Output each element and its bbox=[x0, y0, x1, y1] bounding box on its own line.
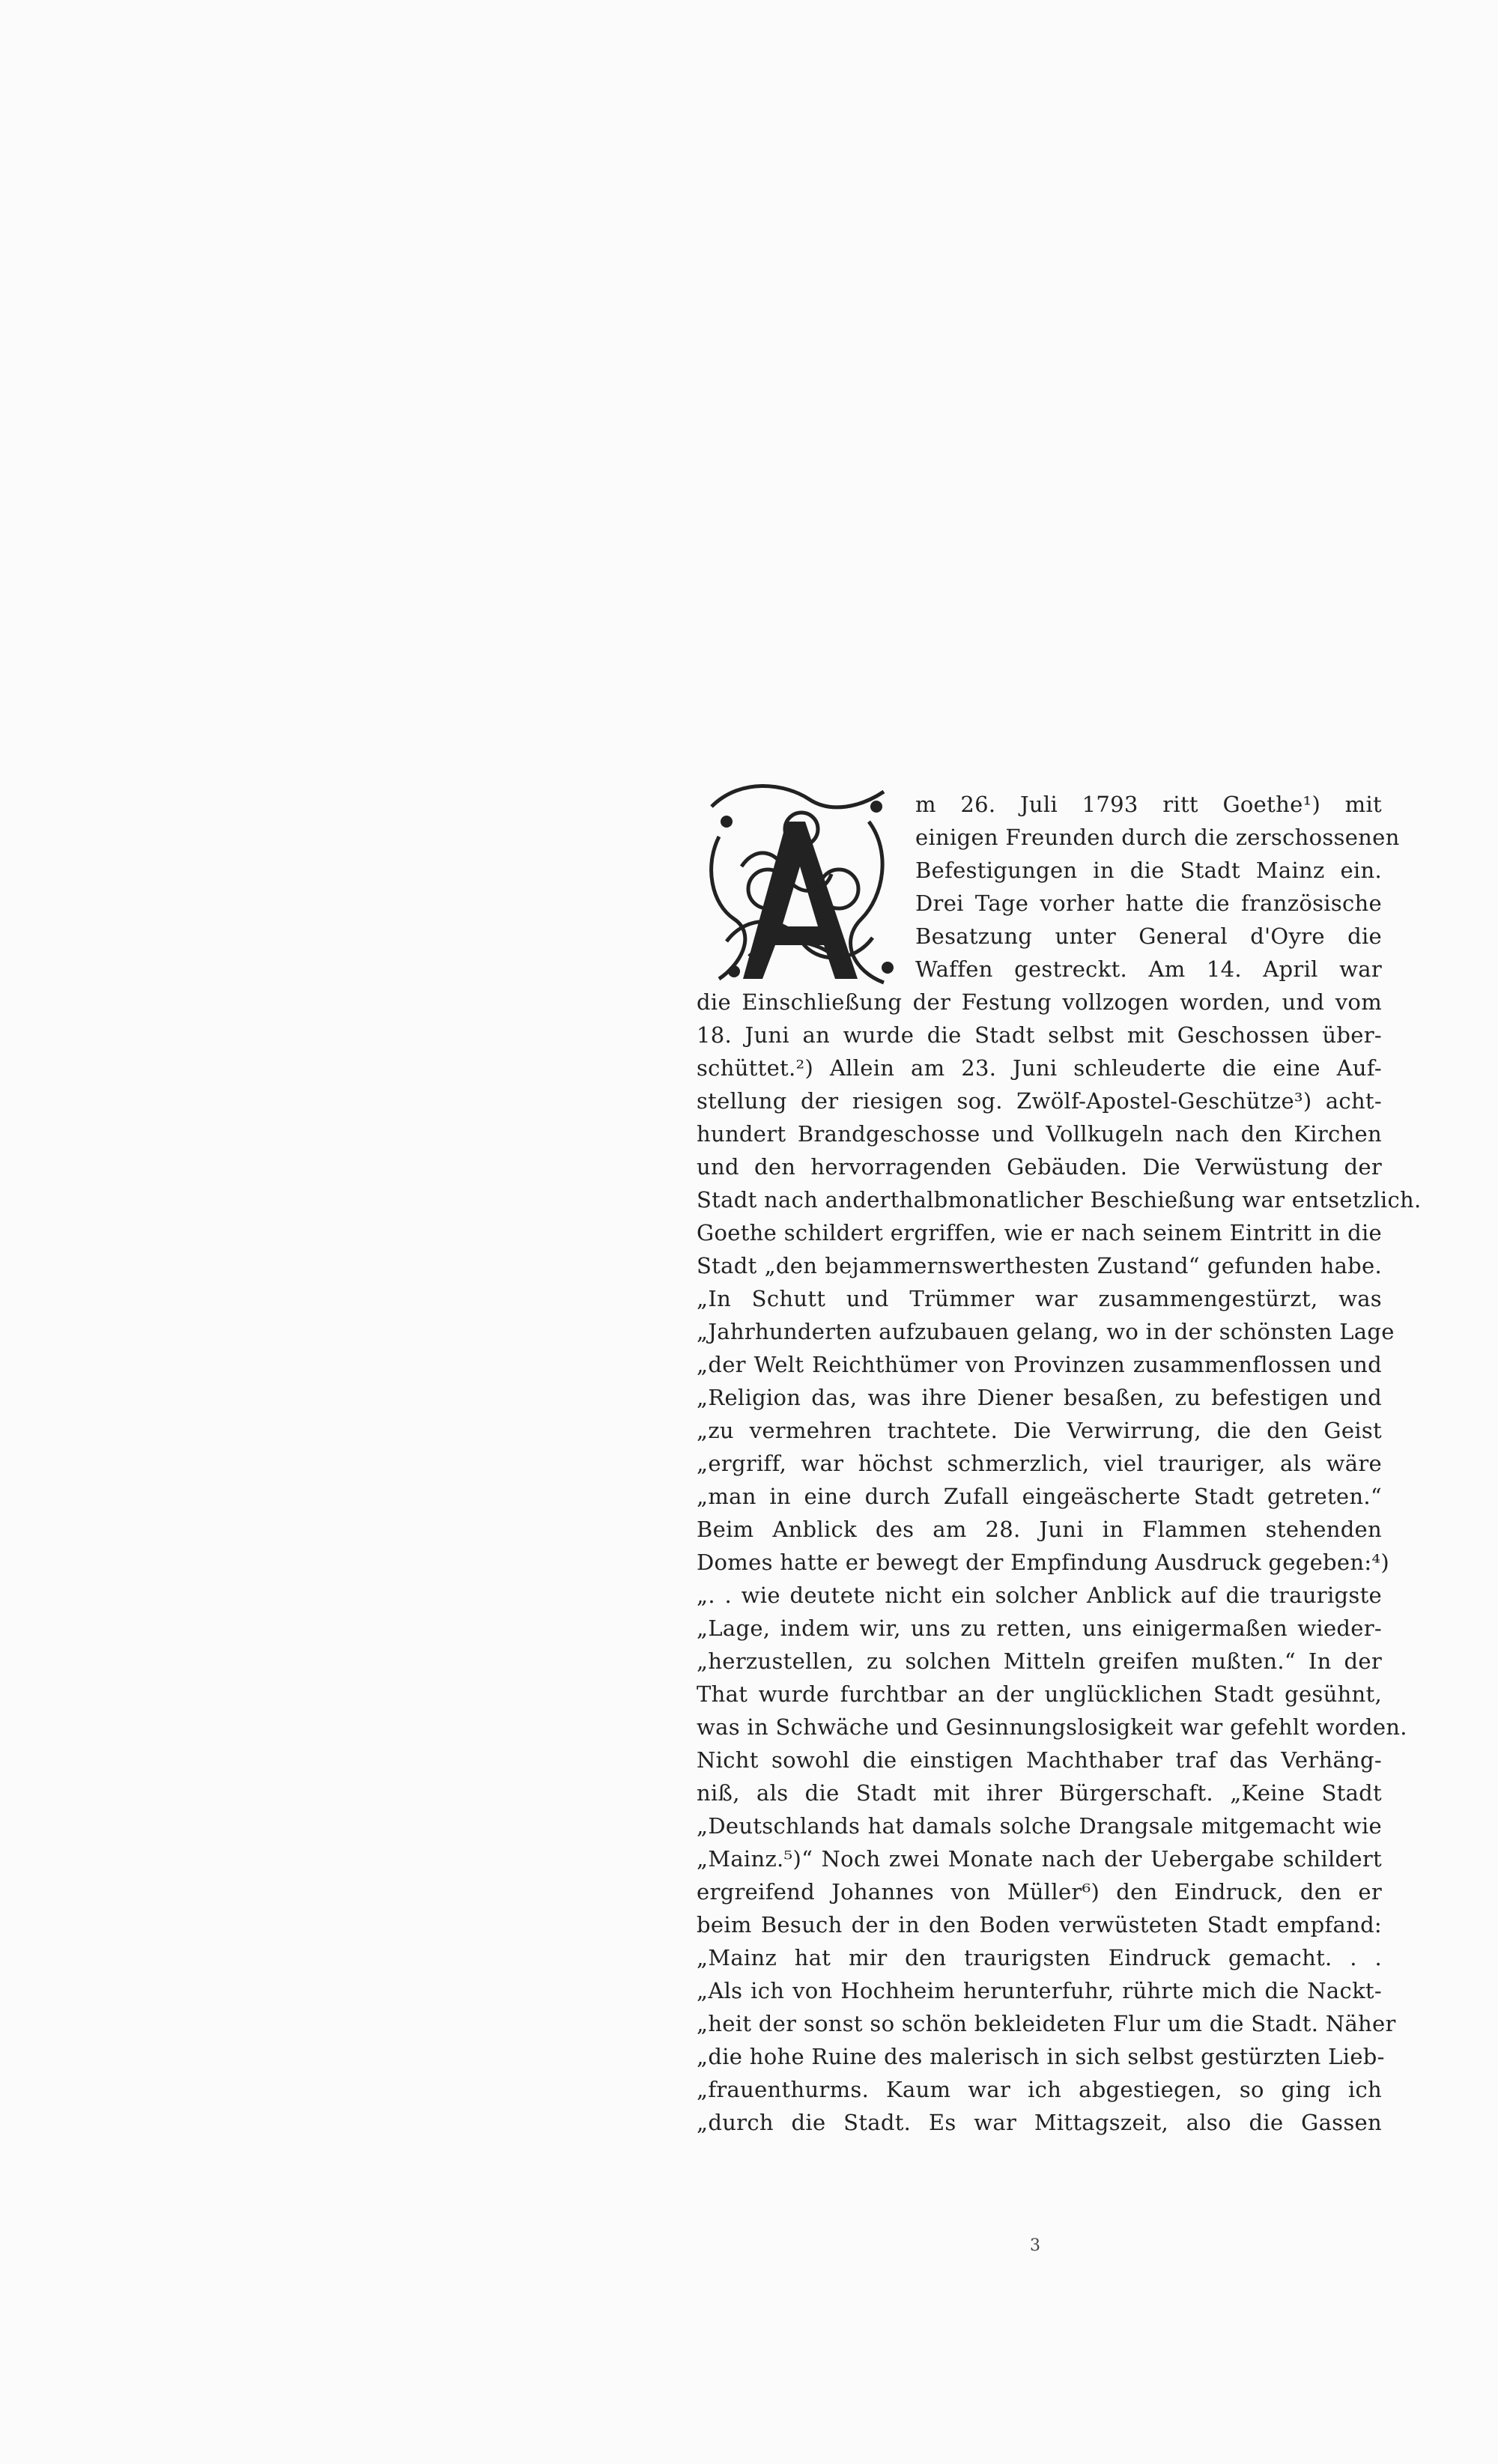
text-line: was in Schwäche und Gesinnungslosigkeit war gefehlt worden. bbox=[697, 1714, 1407, 1740]
text-line: Waffen gestreckt. Am 14. April war bbox=[915, 956, 1382, 982]
text-line: „Als ich von Hochheim herunterfuhr, rührte mich die Nackt- bbox=[697, 1978, 1382, 2003]
text-line: „die hohe Ruine des malerisch in sich selbst gestürzten Lieb- bbox=[697, 2044, 1385, 2069]
text-line: Drei Tage vorher hatte die französische bbox=[915, 890, 1382, 916]
page-number: 3 bbox=[1030, 2236, 1040, 2255]
text-line: Goethe schildert ergriffen, wie er nach seinem Eintritt in die bbox=[697, 1220, 1382, 1245]
text-line: Stadt „den bejammernswerthesten Zustand“ gefunden habe. bbox=[697, 1253, 1382, 1278]
text-line: „Deutschlands hat damals solche Drangsale mitgemacht wie bbox=[697, 1813, 1382, 1839]
text-line: Nicht sowohl die einstigen Machthaber traf das Verhäng- bbox=[697, 1747, 1382, 1773]
text-line: 18. Juni an wurde die Stadt selbst mit Geschossen über- bbox=[697, 1022, 1382, 1048]
text-line: „herzustellen, zu solchen Mitteln greifen mußten.“ In der bbox=[697, 1648, 1382, 1674]
text-line: Domes hatte er bewegt der Empfindung Ausdruck gegeben:⁴) bbox=[697, 1550, 1389, 1575]
text-line: stellung der riesigen sog. Zwölf-Apostel-Geschütze³) acht- bbox=[697, 1088, 1382, 1114]
text-line: „frauenthurms. Kaum war ich abgestiegen, so ging ich bbox=[697, 2077, 1382, 2102]
text-line: Befestigungen in die Stadt Mainz ein. bbox=[915, 858, 1382, 883]
text-line: Stadt nach anderthalbmonatlicher Beschießung war entsetzlich. bbox=[697, 1187, 1422, 1213]
text-line: „In Schutt und Trümmer war zusammengestürzt, was bbox=[697, 1286, 1382, 1311]
text-line: Beim Anblick des am 28. Juni in Flammen stehenden bbox=[697, 1517, 1382, 1542]
text-line: „Jahrhunderten aufzubauen gelang, wo in der schönsten Lage bbox=[697, 1319, 1395, 1344]
text-line: m 26. Juli 1793 ritt Goethe¹) mit bbox=[915, 792, 1382, 817]
text-line: „der Welt Reichthümer von Provinzen zusammenflossen und bbox=[697, 1352, 1382, 1377]
ornamental-initial-a bbox=[697, 777, 906, 997]
text-line: „ergriff, war höchst schmerzlich, viel trauriger, als wäre bbox=[697, 1451, 1382, 1476]
text-line: „. . wie deutete nicht ein solcher Anblick auf die traurigste bbox=[697, 1583, 1382, 1608]
text-line: einigen Freunden durch die zerschossenen bbox=[915, 825, 1400, 850]
text-line: die Einschließung der Festung vollzogen worden, und vom bbox=[697, 989, 1382, 1015]
text-line: beim Besuch der in den Boden verwüsteten Stadt empfand: bbox=[697, 1912, 1382, 1937]
text-line: „durch die Stadt. Es war Mittagszeit, also die Gassen bbox=[697, 2110, 1382, 2135]
text-line: „Lage, indem wir, uns zu retten, uns einigermaßen wieder- bbox=[697, 1615, 1382, 1641]
text-line: „heit der sonst so schön bekleideten Flur um die Stadt. Näher bbox=[697, 2011, 1396, 2036]
text-line: That wurde furchtbar an der unglücklichen Stadt gesühnt, bbox=[697, 1681, 1382, 1707]
text-line: „Religion das, was ihre Diener besaßen, zu befestigen und bbox=[697, 1385, 1382, 1410]
text-line: schüttet.²) Allein am 23. Juni schleuderte die eine Auf- bbox=[697, 1055, 1382, 1081]
text-line: „zu vermehren trachtete. Die Verwirrung, die den Geist bbox=[697, 1418, 1382, 1443]
text-line: Besatzung unter General d'Oyre die bbox=[915, 923, 1382, 949]
text-line: niß, als die Stadt mit ihrer Bürgerschaft. „Keine Stadt bbox=[697, 1780, 1382, 1806]
text-line: ergreifend Johannes von Müller⁶) den Eindruck, den er bbox=[697, 1879, 1382, 1905]
text-line: „man in eine durch Zufall eingeäscherte Stadt getreten.“ bbox=[697, 1484, 1382, 1509]
text-line: und den hervorragenden Gebäuden. Die Verwüstung der bbox=[697, 1154, 1382, 1180]
text-line: hundert Brandgeschosse und Vollkugeln nach den Kirchen bbox=[697, 1121, 1382, 1147]
text-line: „Mainz.⁵)“ Noch zwei Monate nach der Uebergabe schildert bbox=[697, 1846, 1382, 1872]
text-line: „Mainz hat mir den traurigsten Eindruck gemacht. . . bbox=[697, 1945, 1382, 1970]
